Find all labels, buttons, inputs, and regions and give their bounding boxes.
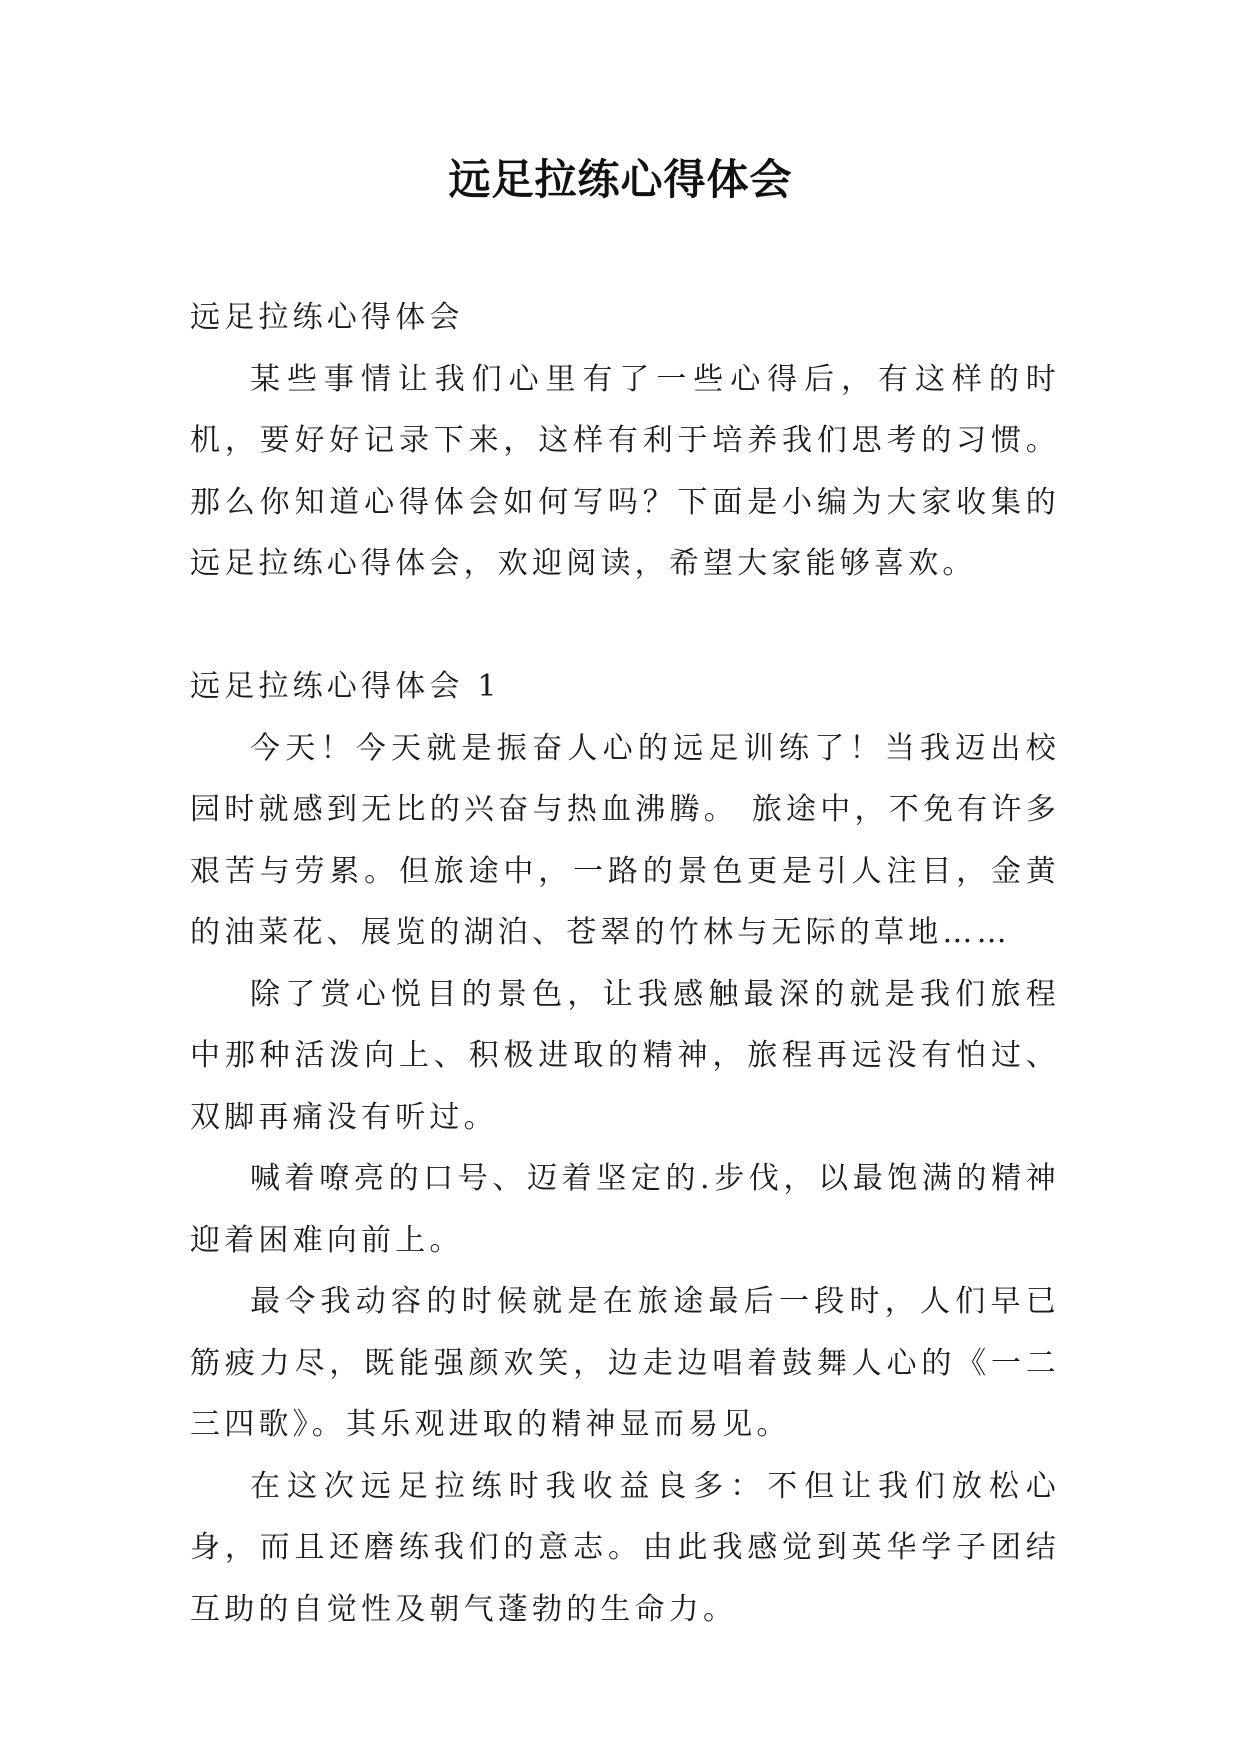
- section1-paragraph-1: 今天！今天就是振奋人心的远足训练了！当我迈出校园时就感到无比的兴奋与热血沸腾。 旅途中，不免有许多艰苦与劳累。但旅途中，一路的景色更是引人注目，金黄的油菜花、展览的湖泊、苍翠的竹林与无际的草地……: [190, 730, 1060, 950]
- section1-paragraph-5: 在这次远足拉练时我收益良多：不但让我们放松心身，而且还磨练我们的意志。由此我感觉到英华学子团结互助的自觉性及朝气蓬勃的生命力。: [190, 1468, 1060, 1627]
- section-spacer: [190, 595, 1060, 657]
- section1-paragraph-3: 喊着嘹亮的口号、迈着坚定的.步伐，以最饱满的精神迎着困难向前上。: [190, 1161, 1060, 1258]
- document-body: [190, 287, 1060, 1640]
- intro-paragraph: 某些事情让我们心里有了一些心得后，有这样的时机，要好好记录下来，这样有利于培养我们思考的习惯。那么你知道心得体会如何写吗？下面是小编为大家收集的远足拉练心得体会，欢迎阅读，希望大家能够喜欢。: [190, 361, 1060, 581]
- intro-heading: 远足拉练心得体会: [190, 300, 464, 335]
- document-title: 远足拉练心得体会: [448, 155, 793, 204]
- section1-paragraph-4: 最令我动容的时候就是在旅途最后一段时，人们早已筋疲力尽，既能强颜欢笑，边走边唱着鼓舞人心的《一二三四歌》。其乐观进取的精神显而易见。: [190, 1284, 1060, 1442]
- section1-paragraph-2: 除了赏心悦目的景色，让我感触最深的就是我们旅程中那种活泼向上、积极进取的精神，旅程再远没有怕过、双脚再痛没有听过。: [190, 976, 1060, 1135]
- section1-heading: 远足拉练心得体会 1: [190, 669, 501, 704]
